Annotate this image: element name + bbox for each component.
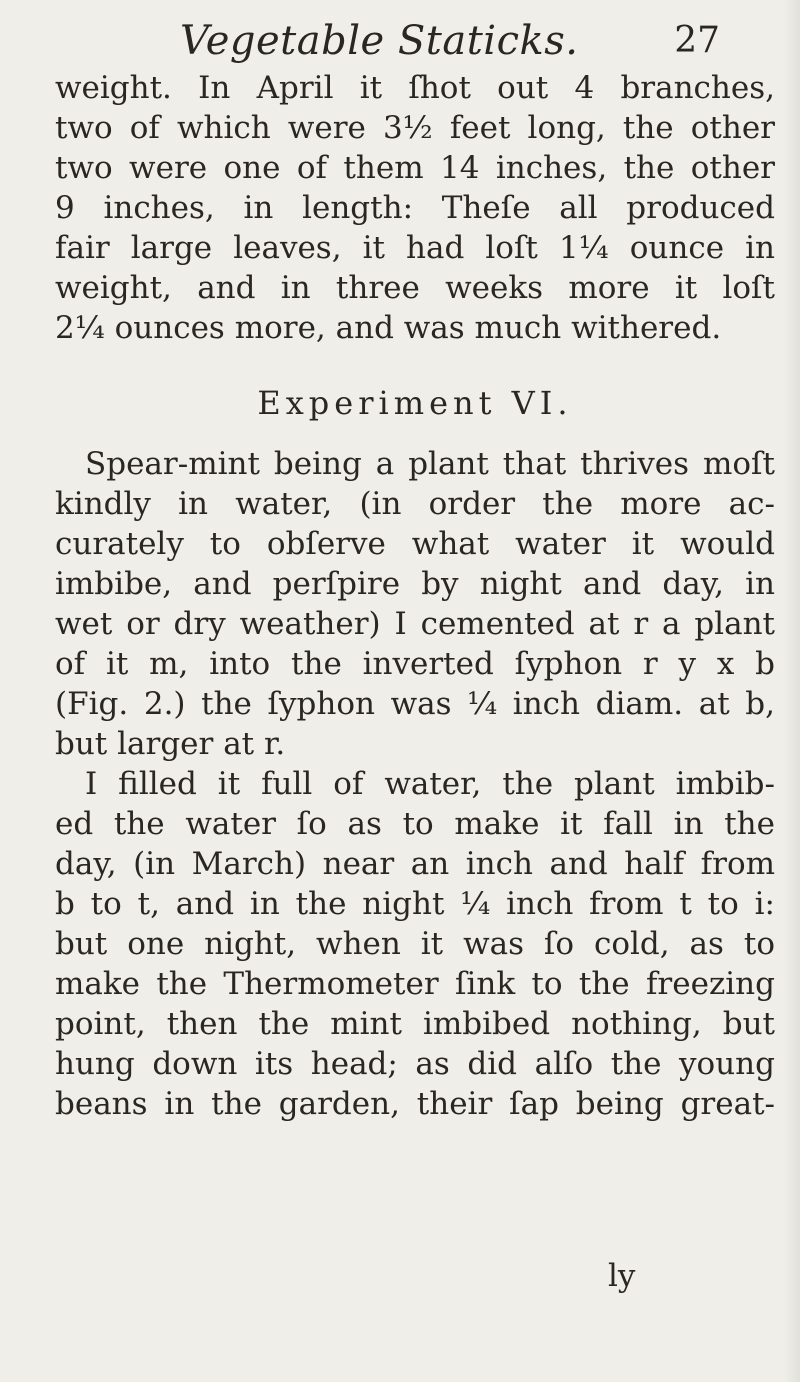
catchword: ly <box>608 1258 636 1294</box>
running-title: Vegetable Staticks. <box>180 18 579 64</box>
text-line: but larger at r. <box>55 726 286 762</box>
text-line: ed the water ſo as to make it fall in the <box>55 806 775 842</box>
text-line: Spear-mint being a plant that thrives moſt <box>85 446 775 482</box>
text-line: imbibe, and perſpire by night and day, in <box>55 566 775 602</box>
text-line: of it m, into the inverted ſyphon r y x b <box>55 646 775 682</box>
text-line: (Fig. 2.) the ſyphon was ¼ inch diam. at b, <box>55 686 775 722</box>
text-line: two were one of them 14 inches, the other <box>55 150 775 186</box>
text-line: weight. In April it ſhot out 4 branches, <box>55 70 775 106</box>
paragraph-3 <box>55 764 775 1124</box>
text-line: curately to obſerve what water it would <box>55 526 775 562</box>
page-number: 27 <box>674 20 720 61</box>
text-line: 9 inches, in length: Theſe all produced <box>55 190 775 226</box>
page-body <box>55 68 775 1124</box>
text-line: wet or dry weather) I cemented at r a plant <box>55 606 775 642</box>
text-line: hung down its head; as did alſo the young <box>55 1046 775 1082</box>
paragraph-1 <box>55 68 775 348</box>
text-line: point, then the mint imbibed nothing, but <box>55 1006 775 1042</box>
text-line: b to t, and in the night ¼ inch from t to i: <box>55 886 775 922</box>
text-line: I filled it full of water, the plant imbib- <box>85 766 775 802</box>
text-line: two of which were 3½ feet long, the other <box>55 110 775 146</box>
page-edge-shadow <box>784 0 800 1382</box>
text-line: day, (in March) near an inch and half from <box>55 846 775 882</box>
text-line: kindly in water, (in order the more ac- <box>55 486 775 522</box>
text-line: 2¼ ounces more, and was much withered. <box>55 310 722 346</box>
text-line: but one night, when it was ſo cold, as to <box>55 926 775 962</box>
running-header <box>180 18 720 72</box>
text-line: make the Thermometer ſink to the freezing <box>55 966 775 1002</box>
text-line: beans in the garden, their ſap being great- <box>55 1086 775 1122</box>
section-heading: Experiment VI. <box>257 384 573 422</box>
paragraph-2 <box>55 444 775 764</box>
text-line: fair large leaves, it had loſt 1¼ ounce in <box>55 230 775 266</box>
text-line: weight, and in three weeks more it loſt <box>55 270 775 306</box>
